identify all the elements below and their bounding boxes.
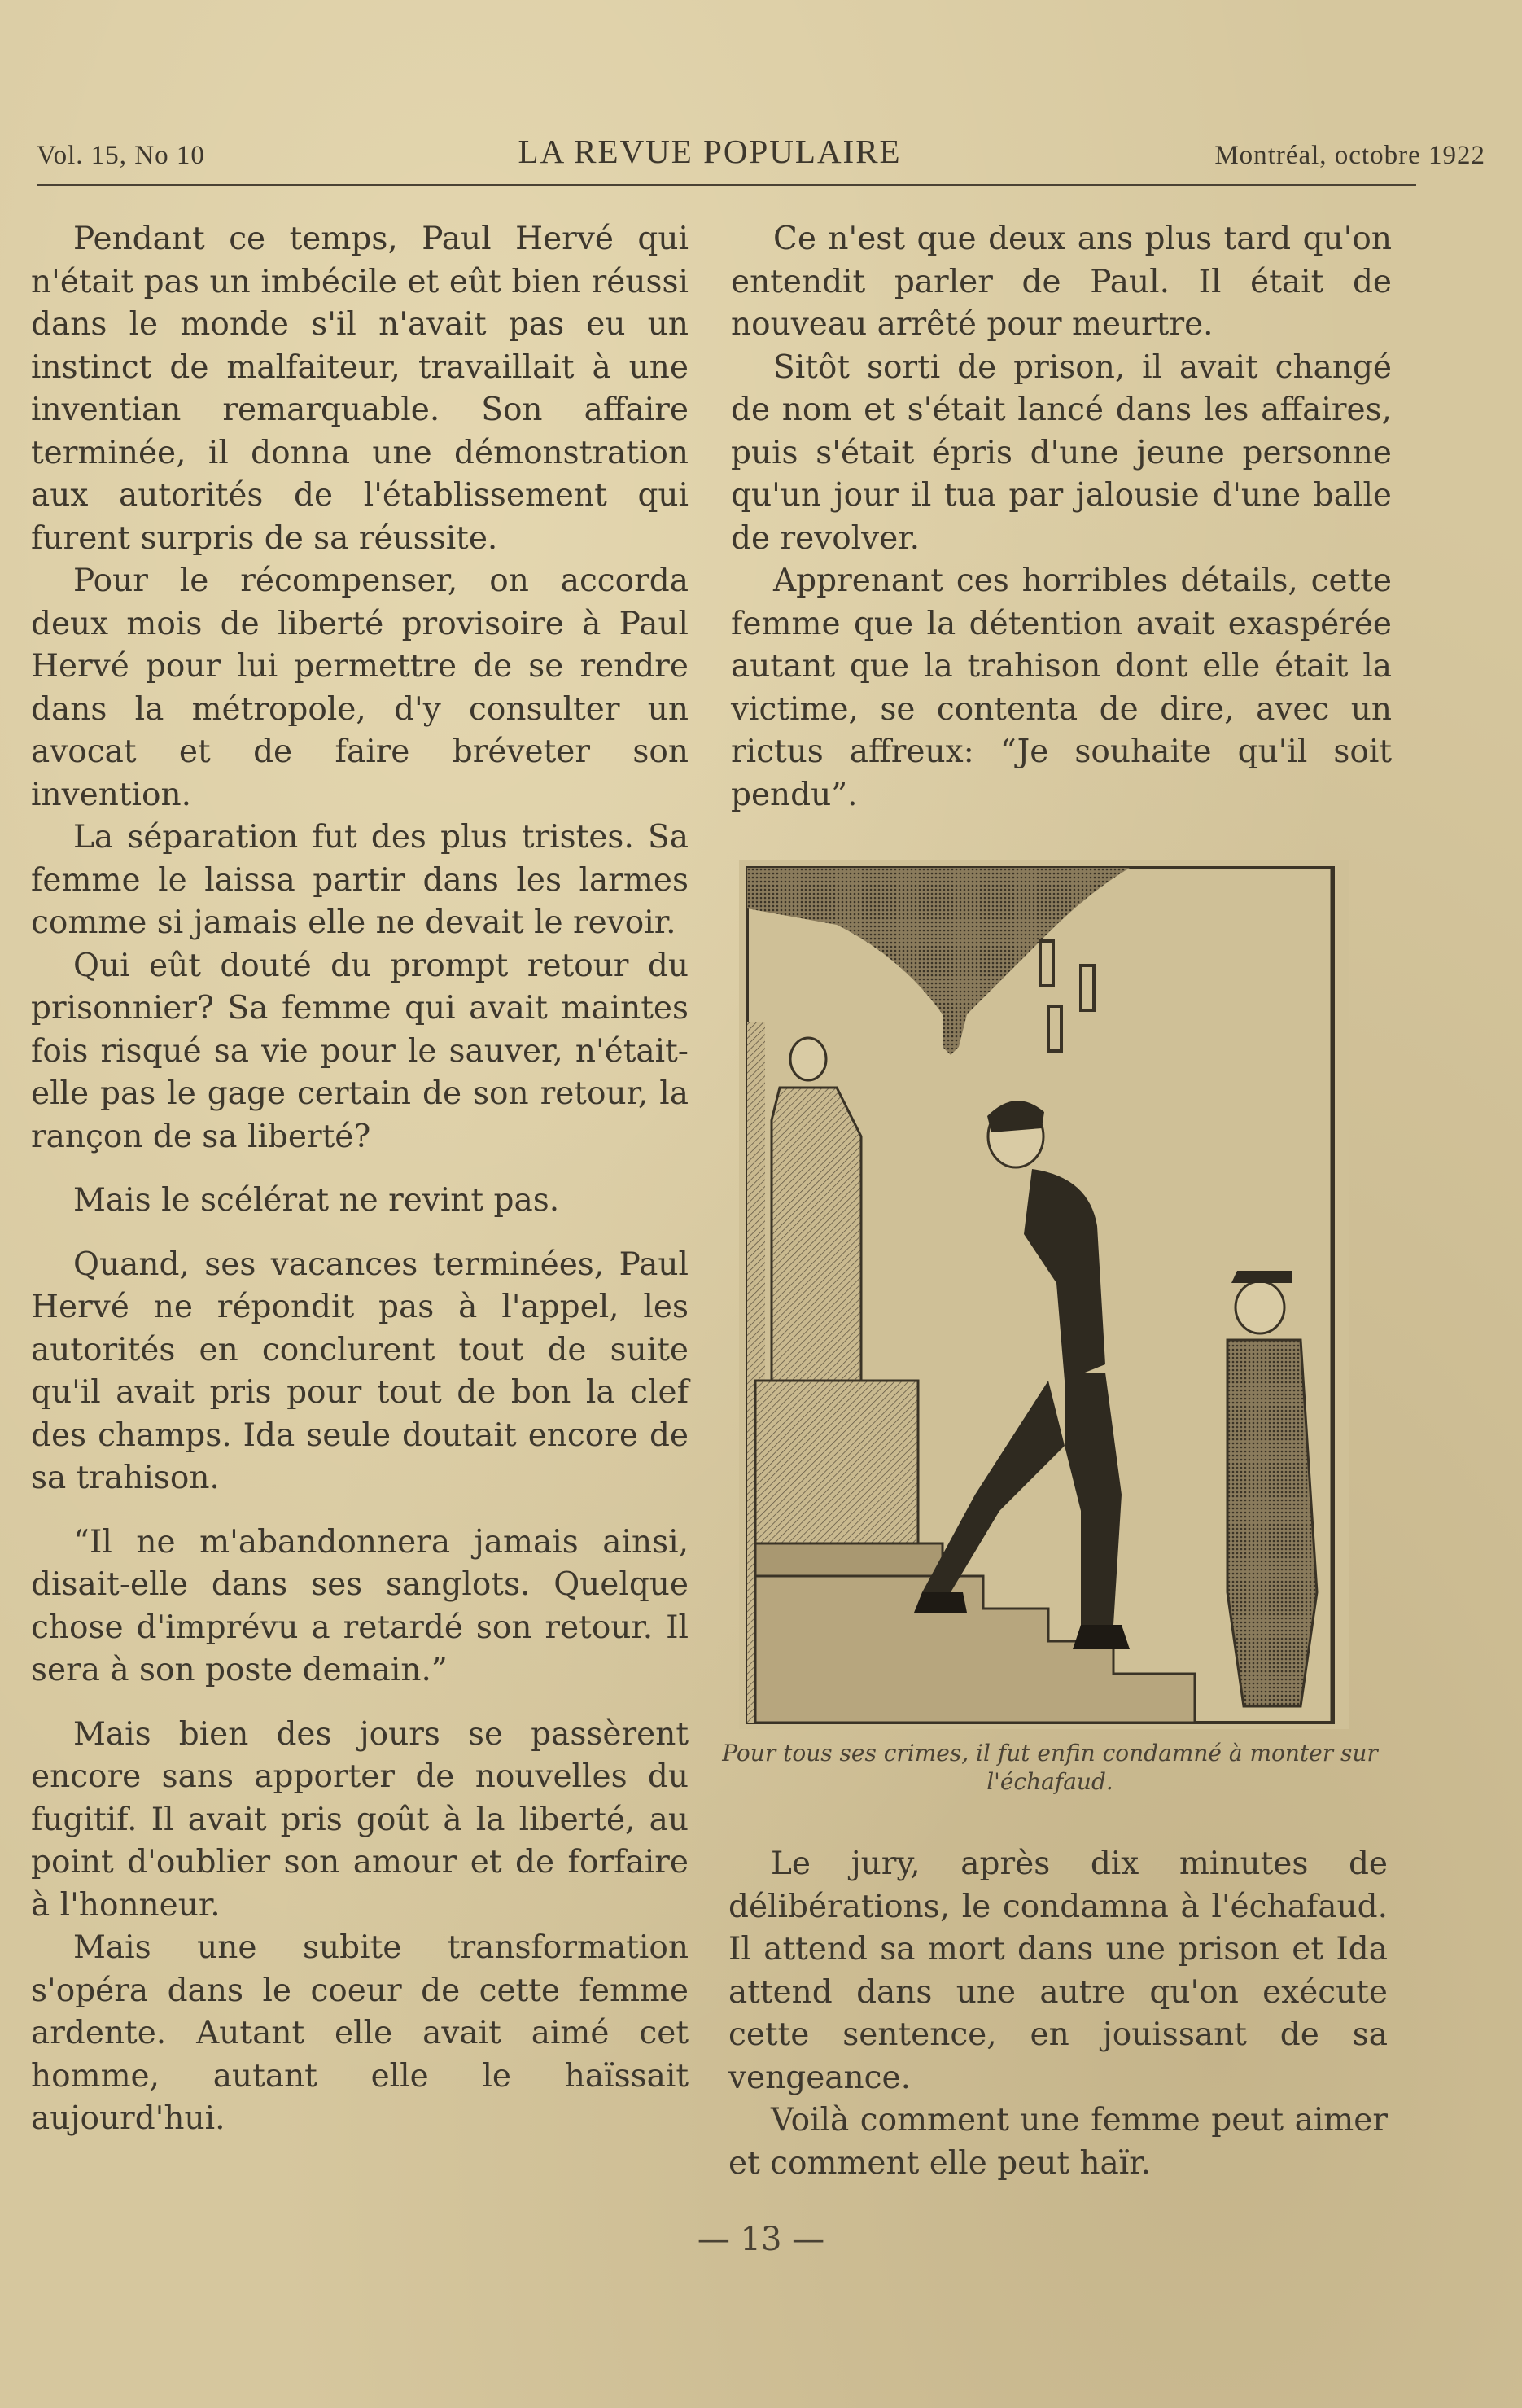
page-header <box>37 130 1485 171</box>
paragraph: Sitôt sorti de prison, il avait changé de nom et s'était lancé dans les affaires, puis s'était épris d'une jeune personne qu'un jour il tua par jalousie d'une balle de revolver. <box>731 348 1392 557</box>
paragraph: Pendant ce temps, Paul Hervé qui n'était pas un imbécile et eût bien réussi dans le monde s'il n'avait pas eu un instinct de malfaiteur, travaillait à une inventian remarquable. Son affaire terminée, il donna une démonstration aux autorités de l'établissement qui furent surpris de sa réussite. <box>31 221 689 557</box>
paragraph: Quand, ses vacances terminées, Paul Hervé ne répondit pas à l'appel, les autorités en conclurent tout de suite qu'il avait pris pour tout de bon la clef des champs. Ida seule doutait encore de sa trahison. <box>31 1246 689 1496</box>
paragraph: Mais bien des jours se passèrent encore sans apporter de nouvelles du fugitif. Il avait pris goût à la liberté, au point d'oublier son amour et de forfaire à l'honneur. <box>31 1715 689 1924</box>
paragraph: La séparation fut des plus tristes. Sa femme le laissa partir dans les larmes comme si jamais elle ne devait le revoir. <box>31 819 689 941</box>
paragraph: Voilà comment une femme peut aimer et comment elle peut haïr. <box>728 2102 1388 2182</box>
page-number: — 13 — <box>697 2221 825 2258</box>
paragraph: Apprenant ces horribles détails, cette femme que la détention avait exaspérée autant que la trahison dont elle était la victime, se contenta de dire, avec un rictus affreux: “Je souhaite qu'il soit pendu”. <box>731 563 1392 813</box>
paragraph: Pour le récompenser, on accorda deux mois de liberté provisoire à Paul Hervé pour lui permettre de se rendre dans la métropole, d'y consulter un avocat et de faire bréveter son invention. <box>31 563 689 813</box>
header-rule <box>37 184 1416 186</box>
publication-title: LA REVUE POPULAIRE <box>518 133 902 170</box>
illustration-caption: Pour tous ses crimes, il fut enfin condamné à monter sur l'échafaud. <box>722 1740 1378 1795</box>
paragraph: Le jury, après dix minutes de délibérations, le condamna à l'échafaud. Il attend sa mort dans une prison et Ida attend dans une autre qu'on exécute cette sentence, en jouissant de sa vengeance. <box>728 1845 1388 2096</box>
right-column-top <box>731 218 1392 817</box>
paragraph: Qui eût douté du prompt retour du prisonnier? Sa femme qui avait maintes fois risqué sa vie pour le sauver, n'était-elle pas le gage certain de son retour, la rançon de sa liberté? <box>31 947 689 1155</box>
volume-number: Vol. 15, No 10 <box>37 141 205 170</box>
left-column <box>31 218 689 2141</box>
paragraph: Ce n'est que deux ans plus tard qu'on entendit parler de Paul. Il était de nouveau arrêté pour meurtre. <box>731 221 1392 343</box>
paragraph: Mais le scélérat ne revint pas. <box>73 1182 560 1219</box>
paragraph: Mais une subite transformation s'opéra dans le coeur de cette femme ardente. Autant elle avait aimé cet homme, autant elle le haïssait aujourd'hui. <box>31 1929 689 2137</box>
right-column-bottom <box>728 1843 1388 2185</box>
publication-date: Montréal, octobre 1922 <box>1214 141 1485 170</box>
illustration <box>739 860 1349 1729</box>
paragraph: “Il ne m'abandonnera jamais ainsi, disait-elle dans ses sanglots. Quelque chose d'imprévu a retardé son retour. Il sera à son poste demain.” <box>31 1523 689 1688</box>
